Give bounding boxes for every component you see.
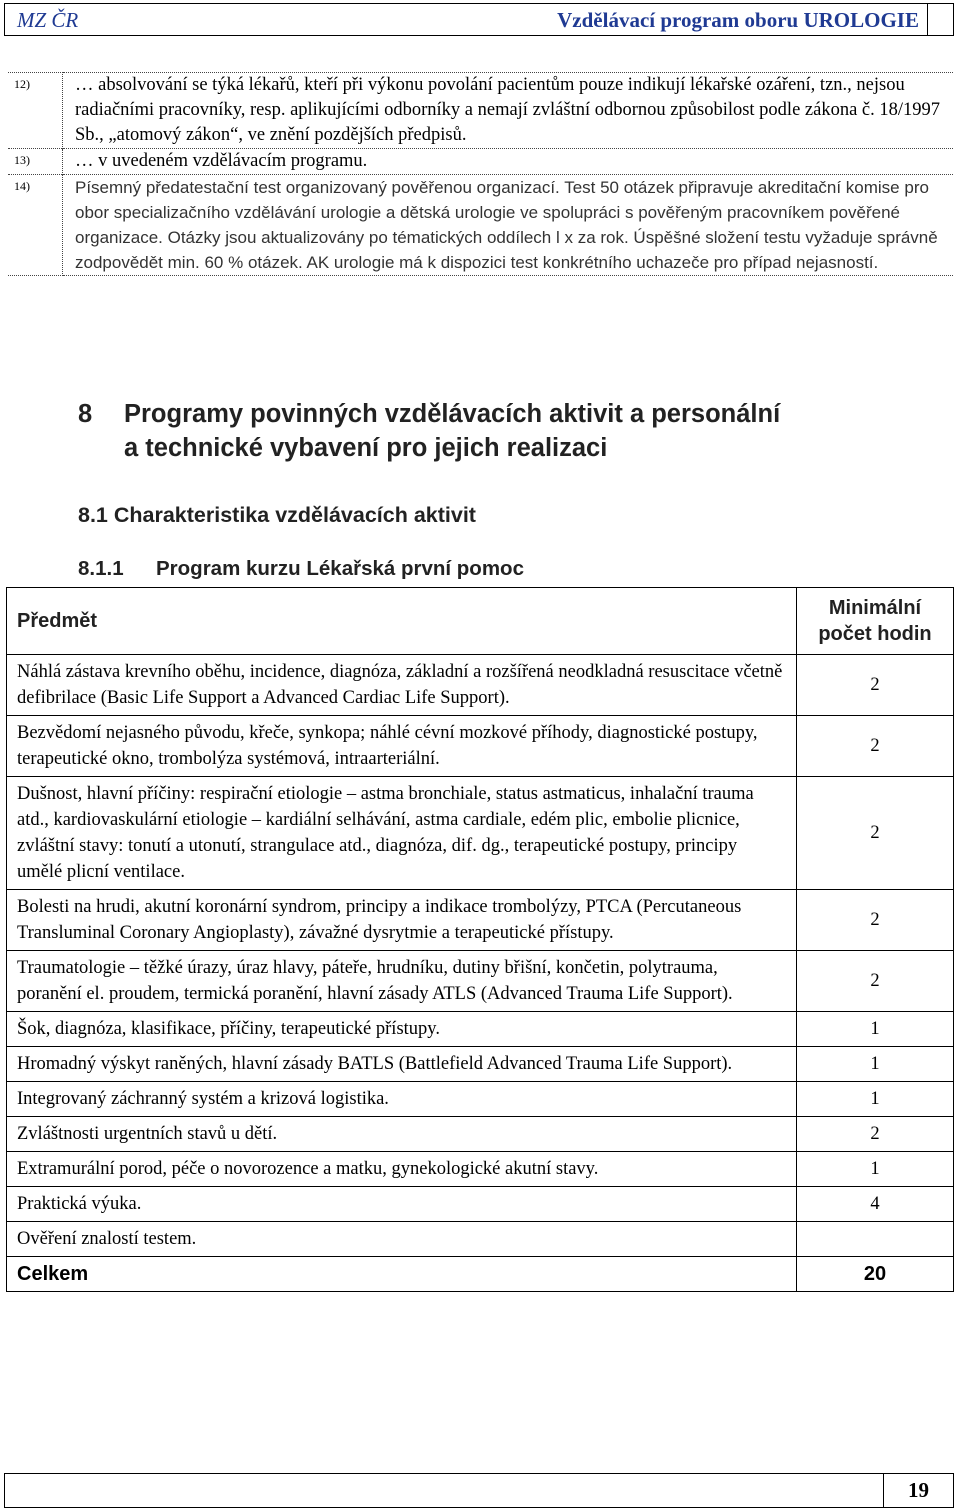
subsection-heading: 8.1 Charakteristika vzdělávacích aktivit [78, 503, 476, 527]
footnote-number: 13) [8, 149, 63, 175]
col-header-hours-line2: počet hodin [818, 623, 932, 645]
course-table-header [7, 588, 954, 655]
header-ministry: MZ ČR [17, 8, 79, 32]
row-hours: 4 [797, 1187, 954, 1222]
row-subject: Praktická výuka. [7, 1187, 797, 1222]
footnote-row [8, 149, 953, 175]
row-hours: 2 [797, 655, 954, 716]
row-hours: 1 [797, 1012, 954, 1047]
row-subject: Bolesti na hrudi, akutní koronární syndrom, principy a indikace trombolýzy, PTCA (Percutaneous Transluminal Coronary Angioplasty), závažné dysrytmie a terapeutické přístupy. [7, 890, 797, 951]
footnote-number: 12) [8, 73, 63, 149]
table-row [7, 1082, 954, 1117]
row-hours: 1 [797, 1047, 954, 1082]
col-header-subject: Předmět [7, 588, 797, 655]
table-row [7, 951, 954, 1012]
subsubsection-number: 8.1.1 [78, 557, 124, 580]
page-header [4, 3, 954, 36]
row-hours: 2 [797, 1117, 954, 1152]
footnote-text: … v uvedeném vzdělávacím programu. [63, 149, 954, 175]
col-header-hours [797, 588, 954, 655]
row-subject: Bezvědomí nejasného původu, křeče, synkopa; náhlé cévní mozkové příhody, diagnostické postupy, terapeutické okno, trombolýza systémová, intraarteriální. [7, 716, 797, 777]
row-hours: 1 [797, 1152, 954, 1187]
footnote-row [8, 175, 953, 276]
row-hours [797, 1222, 954, 1257]
header-corner-box [927, 4, 953, 35]
row-subject: Náhlá zástava krevního oběhu, incidence, diagnóza, základní a rozšířená neodkladná resuscitace včetně defibrilace (Basic Life Support a Advanced Cardiac Life Support). [7, 655, 797, 716]
footnotes-table [8, 72, 953, 276]
section-number: 8 [78, 400, 93, 428]
subsubsection-title: Program kurzu Lékařská první pomoc [156, 557, 524, 580]
table-row [7, 890, 954, 951]
table-row [7, 1012, 954, 1047]
row-subject: Extramurální porod, péče o novorozence a matku, gynekologické akutní stavy. [7, 1152, 797, 1187]
row-hours: 2 [797, 777, 954, 890]
row-hours: 2 [797, 890, 954, 951]
footnote-text: Písemný předatestační test organizovaný pověřenou organizací. Test 50 otázek připravuje akreditační komise pro obor specializačního vzdělávání urologie a dětská urologie ve spolupráci s pověřeným pracovníkem pověřené organizace. Otázky jsou aktualizovány po tématických oddílech l x za rok. Úspěšné složení testu vyžaduje správně zodpovědět min. 60 % otázek. AK urologie má k dispozici test konkrétního uchazeče pro případ nejasností. [63, 175, 954, 276]
table-row [7, 1047, 954, 1082]
row-hours: 1 [797, 1082, 954, 1117]
course-table [6, 587, 954, 1292]
table-row [7, 1117, 954, 1152]
table-row [7, 655, 954, 716]
row-subject: Ověření znalostí testem. [7, 1222, 797, 1257]
footnote-row [8, 73, 953, 149]
section-heading [78, 397, 780, 465]
row-subject: Traumatologie – těžké úrazy, úraz hlavy, páteře, hrudníku, dutiny břišní, končetin, polytrauma, poranění el. proudem, termická poranění, hlavní zásady ATLS (Advanced Trauma Life Support). [7, 951, 797, 1012]
total-hours: 20 [797, 1257, 954, 1292]
section-title-line1: Programy povinných vzdělávacích aktivit a personální [124, 400, 781, 428]
section-title-line2: a technické vybavení pro jejich realizaci [124, 434, 608, 462]
total-row [7, 1257, 954, 1292]
row-subject: Integrovaný záchranný systém a krizová logistika. [7, 1082, 797, 1117]
header-program-title: Vzdělávací program oboru UROLOGIE [557, 8, 919, 32]
table-row [7, 777, 954, 890]
page-footer [4, 1473, 954, 1508]
table-row [7, 1187, 954, 1222]
footnote-text: … absolvování se týká lékařů, kteří při výkonu povolání pacientům pouze indikují lékařské ozáření, tzn., nejsou radiačními pracovníky, resp. aplikujícími odborníky a nemají zvláštní odbornou způsobilost podle zákona č. 18/1997 Sb., „atomový zákon“, ve znění pozdějších předpisů. [63, 73, 954, 149]
row-subject: Hromadný výskyt raněných, hlavní zásady BATLS (Battlefield Advanced Trauma Life Support). [7, 1047, 797, 1082]
table-row [7, 716, 954, 777]
page-number: 19 [883, 1474, 953, 1507]
row-hours: 2 [797, 716, 954, 777]
table-row [7, 1152, 954, 1187]
row-subject: Dušnost, hlavní příčiny: respirační etiologie – astma bronchiale, status astmaticus, inhalační trauma atd., kardiovaskulární etiologie – kardiální selhávání, astma cardiale, edém plic, embolie plicnice, zvláštní stavy: tonutí a utonutí, strangulace atd., diagnóza, dif. dg., terapeutické postupy, principy umělé plicní ventilace. [7, 777, 797, 890]
row-subject: Zvláštnosti urgentních stavů u dětí. [7, 1117, 797, 1152]
total-label: Celkem [7, 1257, 797, 1292]
footnote-number: 14) [8, 175, 63, 276]
table-row [7, 1222, 954, 1257]
row-hours: 2 [797, 951, 954, 1012]
subsubsection-heading [78, 557, 524, 581]
col-header-hours-line1: Minimální [828, 597, 922, 619]
row-subject: Šok, diagnóza, klasifikace, příčiny, terapeutické přístupy. [7, 1012, 797, 1047]
